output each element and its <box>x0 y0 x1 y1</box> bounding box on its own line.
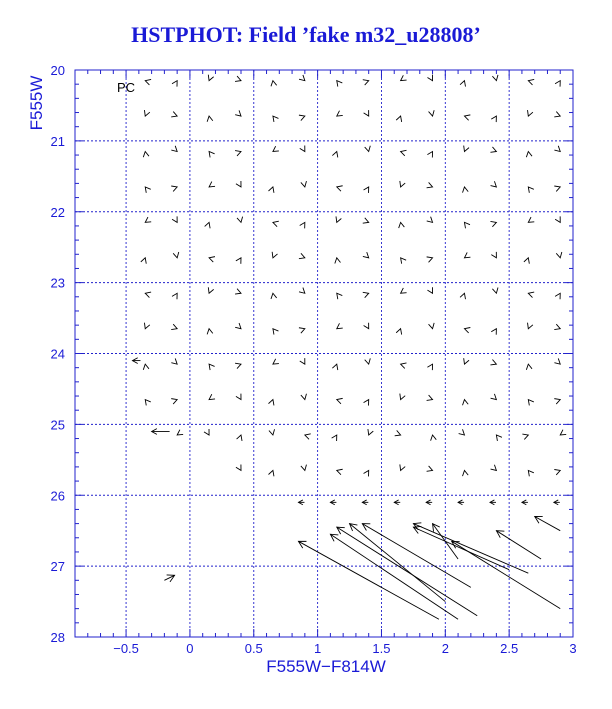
vector-arrowhead <box>427 75 432 81</box>
vector-arrowhead <box>427 182 433 187</box>
vector-arrowhead <box>299 328 305 333</box>
vector-arrowhead <box>460 293 465 299</box>
vector-arrowhead <box>364 187 369 193</box>
vector-arrowhead <box>207 116 213 122</box>
vector-arrowhead <box>463 400 469 406</box>
y-tick-label: 22 <box>50 204 65 220</box>
vector-arrowhead <box>209 152 215 158</box>
vector-arrowhead <box>236 181 241 187</box>
vector-arrowhead <box>554 469 560 474</box>
x-tick-label: 2 <box>441 641 449 656</box>
vector-arrowhead <box>171 146 177 152</box>
vector-arrowhead <box>273 221 279 226</box>
vector-arrowhead <box>427 257 433 262</box>
vector-arrowhead <box>464 358 469 364</box>
vector-line <box>413 524 528 574</box>
vector-arrowhead <box>490 147 496 152</box>
vector-arrowhead <box>528 79 534 84</box>
vector-arrowhead <box>143 152 149 158</box>
vector-arrowhead <box>464 115 470 120</box>
vector-line <box>337 527 477 616</box>
vector-arrowhead <box>332 152 337 158</box>
x-tick-label: 0 <box>186 641 194 656</box>
vector-arrowhead <box>337 469 343 474</box>
vector-arrowhead <box>273 329 279 335</box>
vector-arrowhead <box>429 110 435 116</box>
vector-arrowhead <box>431 435 437 441</box>
vector-arrowhead <box>460 81 465 87</box>
vector-arrowhead <box>273 359 279 364</box>
vector-arrowhead <box>172 293 177 299</box>
vector-arrowhead <box>427 152 432 158</box>
vector-arrowhead <box>526 152 532 158</box>
vector-arrowhead <box>209 394 215 399</box>
vector-arrowhead <box>145 400 151 406</box>
vector-arrowhead <box>401 258 407 264</box>
vector-arrowhead <box>144 110 149 116</box>
vector-arrowhead <box>555 216 560 222</box>
vector-arrowhead <box>273 116 279 122</box>
vector-arrowhead <box>301 465 307 471</box>
vector-arrowhead <box>299 115 305 120</box>
vector-arrowhead <box>337 111 343 116</box>
vector-arrowhead <box>272 252 277 258</box>
vector-arrowhead <box>337 186 343 191</box>
vector-arrowhead <box>464 328 470 333</box>
vector-arrowhead <box>363 218 369 223</box>
vector-arrowhead <box>528 110 533 116</box>
vector-arrowhead <box>336 216 341 222</box>
x-tick-label: 1.5 <box>372 641 391 656</box>
vector-arrowhead <box>363 252 369 258</box>
vector-arrowhead <box>171 324 177 329</box>
y-axis-label: F555W <box>27 75 46 131</box>
vector-arrowhead <box>490 221 496 226</box>
vector-arrowhead <box>337 81 343 87</box>
vector-arrowhead <box>492 75 498 81</box>
vector-line <box>330 534 458 619</box>
vector-arrowhead <box>463 187 469 193</box>
vector-arrowhead <box>554 186 560 191</box>
vector-arrowhead <box>300 146 305 152</box>
vector-arrowhead <box>235 110 241 116</box>
vector-arrowhead <box>491 465 497 471</box>
vector-arrowhead <box>528 217 534 222</box>
vector-arrowhead <box>401 363 407 368</box>
vector-arrowhead <box>209 257 215 262</box>
vector-arrowhead <box>143 364 149 370</box>
vector-line <box>496 531 541 559</box>
vector-arrowhead <box>490 360 496 365</box>
vector-arrowhead <box>236 464 241 470</box>
vector-arrowhead <box>204 429 209 435</box>
vector-arrowhead <box>145 292 151 297</box>
vector-arrowhead <box>268 400 273 406</box>
vector-arrowhead <box>363 292 369 297</box>
vector-arrowhead <box>464 146 469 152</box>
vector-arrowhead <box>171 112 177 117</box>
vector-arrowhead <box>395 430 401 435</box>
vector-arrowhead <box>399 222 405 228</box>
vector-arrowhead <box>400 394 405 400</box>
vector-arrowhead <box>208 287 213 293</box>
vector-arrowhead <box>526 364 532 370</box>
x-tick-label: 3 <box>569 641 577 656</box>
vector-arrowhead <box>273 146 279 151</box>
vector-arrowhead <box>364 470 369 476</box>
y-tick-label: 21 <box>50 133 65 149</box>
vector-arrowhead <box>427 217 433 223</box>
vector-arrowhead <box>235 289 241 294</box>
vector-arrowhead <box>271 293 277 299</box>
vector-arrowhead <box>332 435 337 441</box>
vector-arrowhead <box>144 323 149 329</box>
vector-arrowhead <box>555 81 560 87</box>
vector-arrowhead <box>491 181 497 187</box>
vector-arrowhead <box>337 323 343 328</box>
panel-label: PC <box>117 80 136 95</box>
vector-arrowhead <box>368 429 373 435</box>
vector-arrowhead <box>300 222 305 228</box>
x-tick-label: 1 <box>313 641 322 656</box>
vector-arrowhead <box>429 323 435 329</box>
vector-arrowhead <box>524 258 529 264</box>
vector-arrowhead <box>235 363 241 368</box>
vector-arrowhead <box>364 110 369 116</box>
vector-arrowhead <box>236 394 241 400</box>
vector-arrowhead <box>555 293 560 299</box>
vector-arrowhead <box>209 182 215 187</box>
chart-title: HSTPHOT: Field ’fake m32_u28808’ <box>131 22 481 47</box>
vector-line <box>298 541 438 619</box>
x-tick-label: 2.5 <box>500 641 519 656</box>
vector-arrowhead <box>528 292 534 297</box>
vector-arrowhead <box>236 258 241 264</box>
y-tick-label: 24 <box>50 346 65 362</box>
vector-arrowhead <box>463 470 469 476</box>
vector-arrowhead <box>141 258 146 264</box>
vector-arrowhead <box>554 324 560 329</box>
vector-arrowhead <box>271 81 277 87</box>
vector-arrowhead <box>235 151 241 156</box>
vector-arrowhead <box>554 112 560 117</box>
vector-arrowhead <box>528 400 534 406</box>
error-vectors <box>132 75 566 620</box>
vector-arrowhead <box>491 394 497 400</box>
vector-arrowhead <box>177 430 183 435</box>
vector-arrowhead <box>554 399 560 404</box>
x-axis-label: F555W−F814W <box>266 657 386 676</box>
vector-arrowhead <box>363 80 369 85</box>
vector-arrowhead <box>235 323 241 329</box>
vector-line <box>535 517 561 531</box>
vector-arrowhead <box>171 399 177 404</box>
vector-arrowhead <box>528 323 533 329</box>
vector-arrowhead <box>299 288 305 294</box>
vector-arrowhead <box>172 216 177 222</box>
vector-arrowhead <box>269 429 275 435</box>
vector-arrowhead <box>522 434 528 439</box>
x-tick-labels <box>113 641 576 656</box>
vector-arrowhead <box>171 358 177 364</box>
vector-arrowhead <box>305 434 311 439</box>
vector-arrowhead <box>560 430 566 435</box>
vector-arrowhead <box>459 429 465 435</box>
vector-arrowhead <box>299 75 305 81</box>
vector-arrowhead <box>301 394 307 400</box>
vector-arrowhead <box>401 150 407 155</box>
vector-arrowhead <box>491 329 496 335</box>
x-tick-label: 0.5 <box>244 641 263 656</box>
vector-arrowhead <box>235 76 241 81</box>
vector-arrowhead <box>401 75 407 80</box>
vector-arrowhead <box>396 116 401 122</box>
vector-arrowhead <box>207 329 213 335</box>
vector-arrowhead <box>365 146 371 152</box>
vector-arrowhead <box>396 329 401 335</box>
vector-arrowhead <box>300 358 305 364</box>
vector-arrowhead <box>496 435 502 441</box>
y-tick-label: 25 <box>50 417 65 433</box>
vector-arrowhead <box>205 222 210 228</box>
vector-arrowhead <box>491 116 496 122</box>
vector-arrowhead <box>401 288 407 293</box>
vector-arrowhead <box>209 364 215 370</box>
vector-arrowhead <box>464 252 470 257</box>
vector-arrowhead <box>268 470 273 476</box>
vector-arrowhead <box>528 470 534 476</box>
y-tick-label: 27 <box>50 559 65 575</box>
vector-arrowhead <box>427 287 432 293</box>
y-tick-label: 26 <box>50 488 65 504</box>
vector-arrowhead <box>492 287 498 293</box>
vector-arrowhead <box>556 252 562 258</box>
vector-arrowhead <box>364 400 369 406</box>
gridlines <box>75 70 573 637</box>
vector-arrowhead <box>145 187 151 193</box>
vector-arrowhead <box>237 217 243 223</box>
vector-arrowhead <box>427 395 433 400</box>
y-tick-label: 28 <box>50 630 65 645</box>
vector-arrowhead <box>337 398 343 403</box>
vector-arrowhead <box>208 75 213 81</box>
y-tick-labels <box>51 63 65 645</box>
vector-arrowhead <box>332 364 337 370</box>
vector-arrowhead <box>400 181 405 187</box>
vector-arrowhead <box>301 181 307 187</box>
vector-arrowhead <box>427 466 433 471</box>
vector-arrowhead <box>528 187 534 193</box>
vector-arrowhead <box>554 358 560 364</box>
y-tick-label: 20 <box>50 63 65 78</box>
vector-arrowhead <box>427 364 432 370</box>
vector-arrowhead <box>335 258 341 264</box>
vector-arrowhead <box>237 435 242 441</box>
vector-line <box>413 527 509 570</box>
vector-arrowhead <box>171 186 177 191</box>
vector-arrowhead <box>172 81 177 87</box>
vector-arrowhead <box>491 252 496 258</box>
vector-arrowhead <box>145 79 151 84</box>
vector-arrowhead <box>337 293 343 299</box>
vector-arrowhead <box>554 146 560 152</box>
vector-arrowhead <box>400 464 405 470</box>
vector-arrowhead <box>173 252 179 258</box>
vector-arrowhead <box>364 323 369 329</box>
vector-arrowhead <box>365 358 371 364</box>
x-tick-label: −0.5 <box>113 641 139 656</box>
vector-arrowhead <box>145 217 151 222</box>
vector-arrowhead <box>299 253 305 258</box>
y-tick-label: 23 <box>50 275 65 291</box>
vector-arrowhead <box>464 222 470 228</box>
vector-arrowhead <box>268 187 273 193</box>
